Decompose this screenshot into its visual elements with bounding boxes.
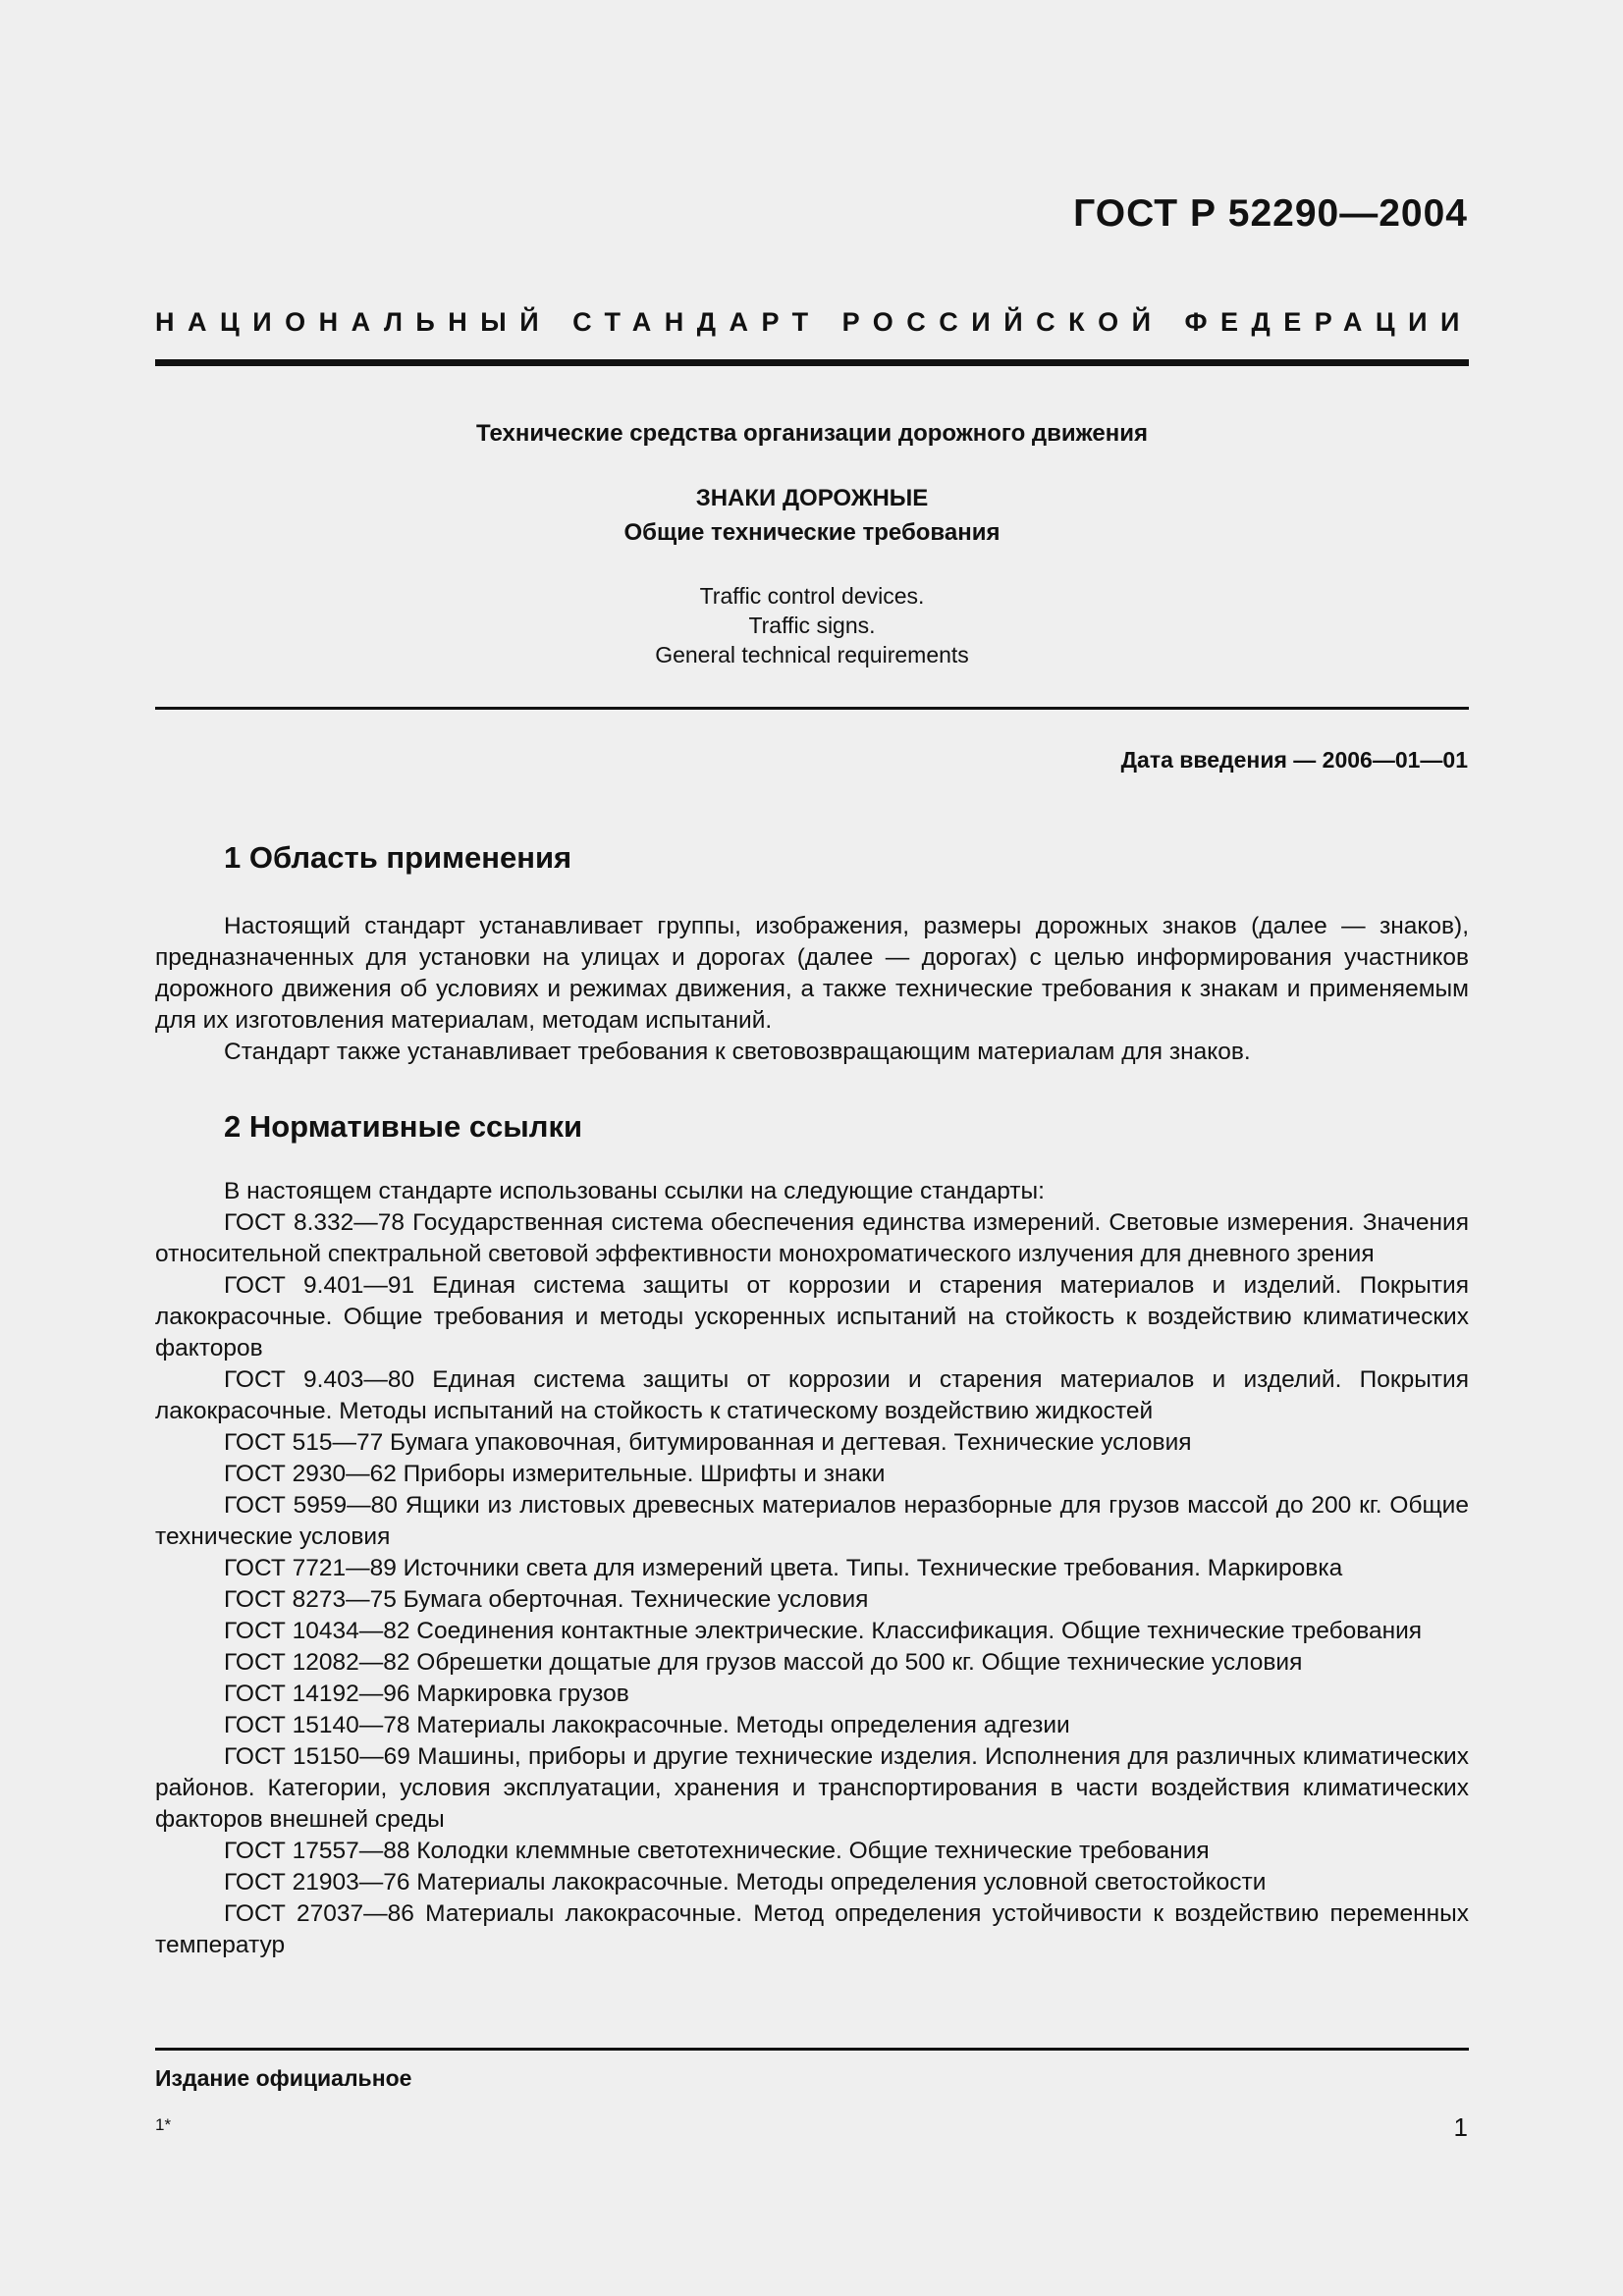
paragraph: В настоящем стандарте использованы ссылки на следующие стандарты: [224, 1178, 1045, 1204]
reference-item: ГОСТ 21903—76 Материалы лакокрасочные. Методы определения условной светостойкости [224, 1869, 1267, 1896]
title-rule [155, 707, 1469, 710]
reference-item: ГОСТ 7721—89 Источники света для измерений цвета. Типы. Технические требования. Маркировка [224, 1555, 1343, 1581]
reference-item: ГОСТ 515—77 Бумага упаковочная, битумированная и дегтевая. Технические условия [224, 1429, 1192, 1456]
national-standard-heading: НАЦИОНАЛЬНЫЙ СТАНДАРТ РОССИЙСКОЙ ФЕДЕРАЦИИ [155, 307, 1473, 337]
section-heading-references: 2 Нормативные ссылки [224, 1109, 583, 1144]
reference-item: ГОСТ 2930—62 Приборы измерительные. Шрифты и знаки [224, 1461, 886, 1487]
reference-item: ГОСТ 14192—96 Маркировка грузов [224, 1681, 629, 1707]
reference-item: ГОСТ 9.403—80 Единая система защиты от коррозии и старения материалов и изделий. Покрытия лакокрасочные. Методы испытаний на стойкость к статическому воздействию жидкостей [155, 1366, 1469, 1424]
edition-label: Издание официальное [155, 2065, 412, 2091]
section-body-scope [155, 911, 1469, 1068]
reference-item: ГОСТ 8.332—78 Государственная система обеспечения единства измерений. Световые измерения. Значения относительной спектральной световой эффективности монохроматического излучения для дневного зрения [155, 1209, 1469, 1267]
reference-item: ГОСТ 15150—69 Машины, приборы и другие технические изделия. Исполнения для различных климатических районов. Категории, условия эксплуатации, хранения и транспортирования в части воздействия климатических факторов внешней среды [155, 1743, 1469, 1833]
sheet-mark: 1* [155, 2115, 172, 2134]
page-number: 1 [1453, 2112, 1468, 2142]
footer-rule [155, 2048, 1469, 2051]
section-body-references [155, 1176, 1469, 1961]
reference-item: ГОСТ 10434—82 Соединения контактные электрические. Классификация. Общие технические требования [224, 1618, 1423, 1644]
english-title-line: Traffic control devices. [699, 583, 925, 609]
document-title: ЗНАКИ ДОРОЖНЫЕ [695, 485, 929, 511]
reference-item: ГОСТ 5959—80 Ящики из листовых древесных материалов неразборные для грузов массой до 200 кг. Общие технические условия [155, 1492, 1469, 1550]
standard-number: ГОСТ Р 52290—2004 [1073, 192, 1468, 235]
reference-item: ГОСТ 17557—88 Колодки клеммные светотехнические. Общие технические требования [224, 1838, 1210, 1864]
reference-item: ГОСТ 9.401—91 Единая система защиты от коррозии и старения материалов и изделий. Покрытия лакокрасочные. Общие требования и методы ускоренных испытаний на стойкость к воздействию климатических факторов [155, 1272, 1469, 1362]
reference-item: ГОСТ 12082—82 Обрешетки дощатые для грузов массой до 500 кг. Общие технические условия [224, 1649, 1303, 1676]
reference-item: ГОСТ 15140—78 Материалы лакокрасочные. Методы определения адгезии [224, 1712, 1070, 1738]
document-subtitle: Общие технические требования [623, 519, 1001, 546]
reference-item: ГОСТ 8273—75 Бумага оберточная. Технические условия [224, 1586, 869, 1613]
reference-item: ГОСТ 27037—86 Материалы лакокрасочные. Метод определения устойчивости к воздействию переменных температур [155, 1900, 1469, 1958]
introduction-date: Дата введения — 2006—01—01 [1120, 747, 1468, 773]
english-title-line: General technical requirements [655, 642, 969, 667]
section-heading-scope: 1 Область применения [224, 840, 572, 875]
english-title-line: Traffic signs. [748, 613, 876, 638]
header-rule [155, 359, 1469, 366]
document-series: Технические средства организации дорожного движения [476, 420, 1148, 447]
paragraph: Стандарт также устанавливает требования к световозвращающим материалам для знаков. [224, 1039, 1251, 1065]
paragraph: Настоящий стандарт устанавливает группы, изображения, размеры дорожных знаков (далее — знаков), предназначенных для установки на улицах и дорогах (далее — дорогах) с целью информирования участников дорожного движения об условиях и режимах движения, а также технические требования к знакам и применяемым для их изготовления материалам, методам испытаний. [155, 913, 1469, 1034]
